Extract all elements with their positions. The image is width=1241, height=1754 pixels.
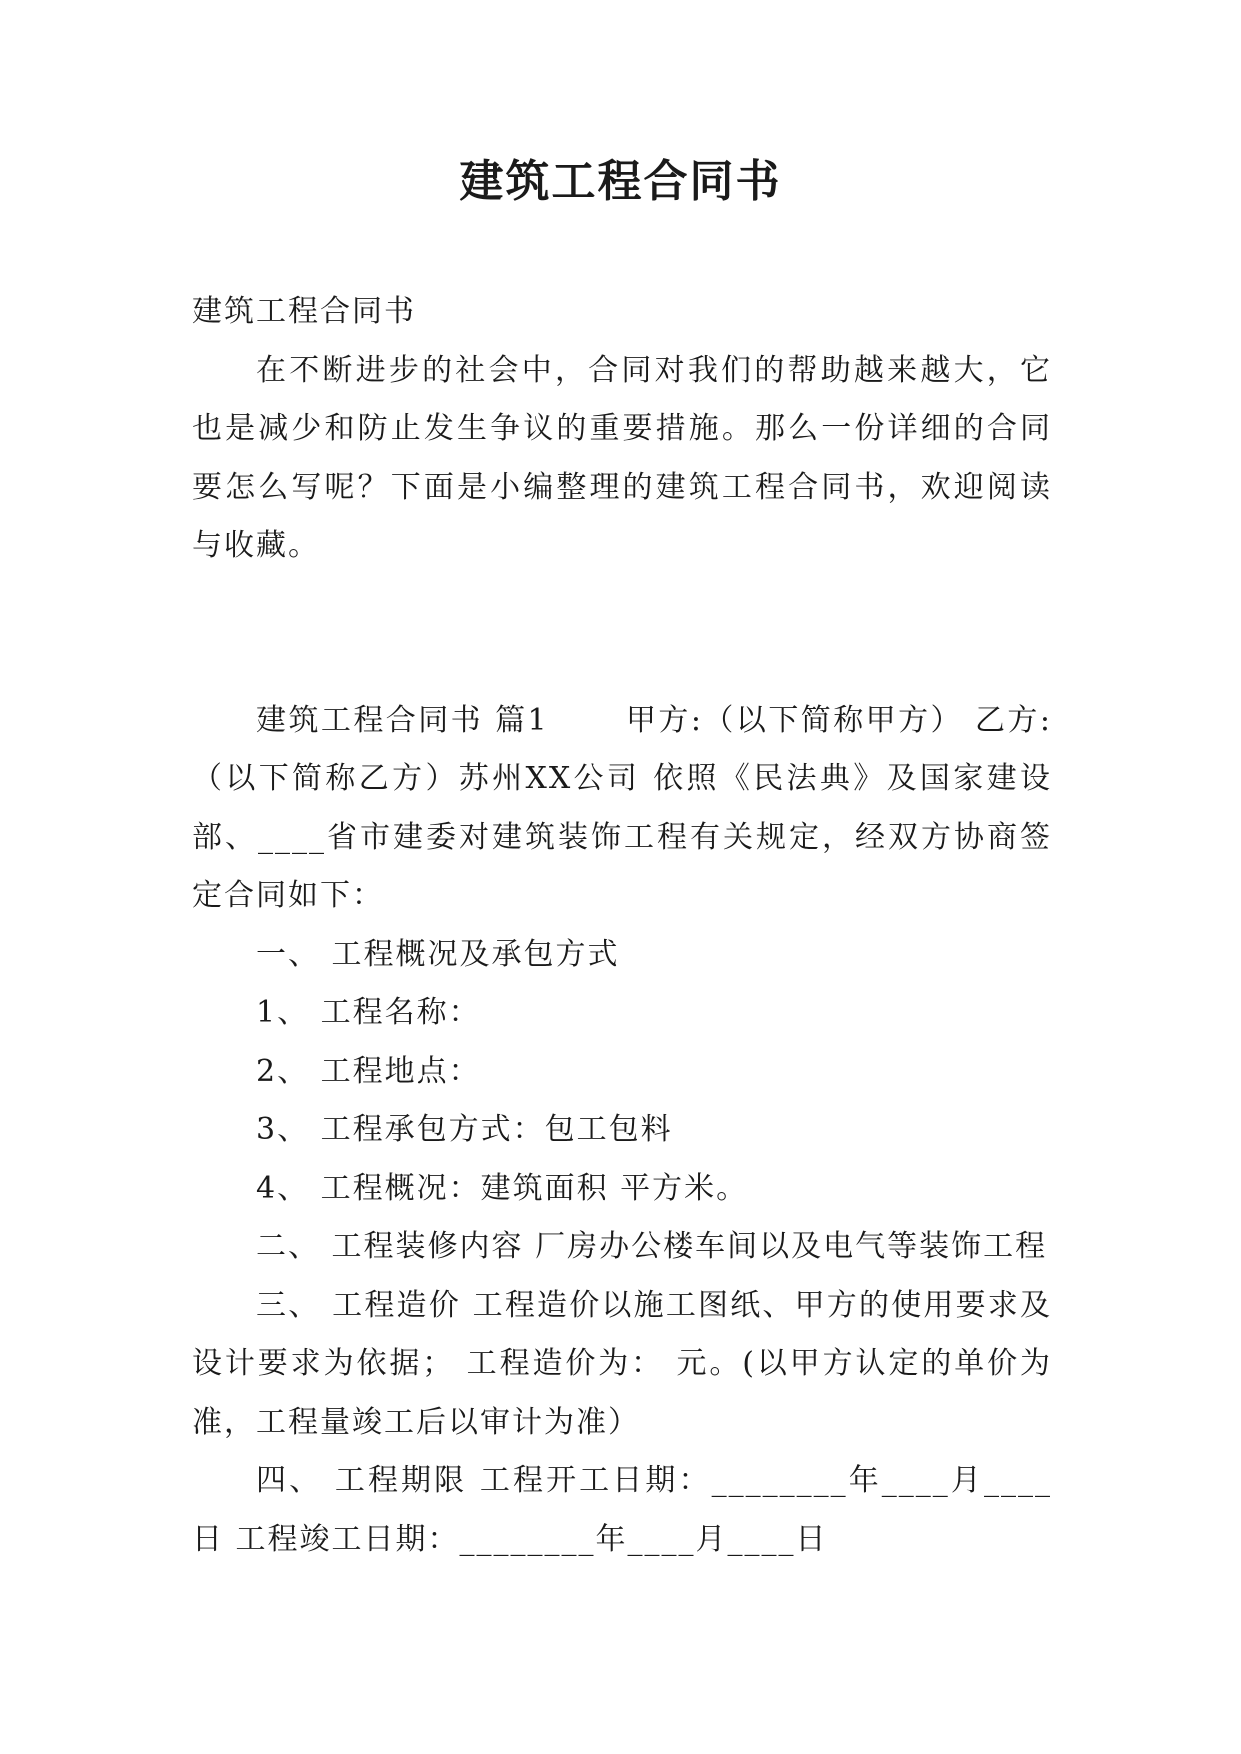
clause-2: 二、 工程装修内容 厂房办公楼车间以及电气等装饰工程 xyxy=(256,1229,1048,1264)
clause-1-1: 1、 工程名称： xyxy=(256,995,481,1030)
clause-4: 四、 工程期限 工程开工日期：________年____月____日 工程竣工日期：________年____月____日 xyxy=(192,1463,1052,1557)
section-header-paragraph: 建筑工程合同书 篇1 甲方:（以下简称甲方） 乙方:（以下简称乙方）苏州XX公司 依照《民法典》及国家建设部、____省市建委对建筑装饰工程有关规定，经双方协商签定合同如下： xyxy=(192,702,1052,913)
document-subtitle: 建筑工程合同书 xyxy=(192,294,416,329)
paragraph-spacer xyxy=(192,576,1052,692)
clause-1-2: 2、 工程地点： xyxy=(256,1053,481,1089)
clause-1-3: 3、 工程承包方式：包工包料 xyxy=(256,1112,673,1147)
intro-paragraph: 在不断进步的社会中，合同对我们的帮助越来越大，它也是减少和防止发生争议的重要措施。那么一份详细的合同要怎么写呢？下面是小编整理的建筑工程合同书，欢迎阅读与收藏。 xyxy=(192,352,1052,563)
document-title: 建筑工程合同书 xyxy=(459,156,782,207)
clause-1-4: 4、 工程概况：建筑面积 平方米。 xyxy=(256,1170,749,1206)
document-body xyxy=(192,283,1052,1569)
clause-1: 一、 工程概况及承包方式 xyxy=(256,936,620,972)
clause-3: 三、 工程造价 工程造价以施工图纸、甲方的使用要求及设计要求为依据； 工程造价为： 元。(以甲方认定的单价为准，工程量竣工后以审计为准） xyxy=(192,1287,1052,1440)
